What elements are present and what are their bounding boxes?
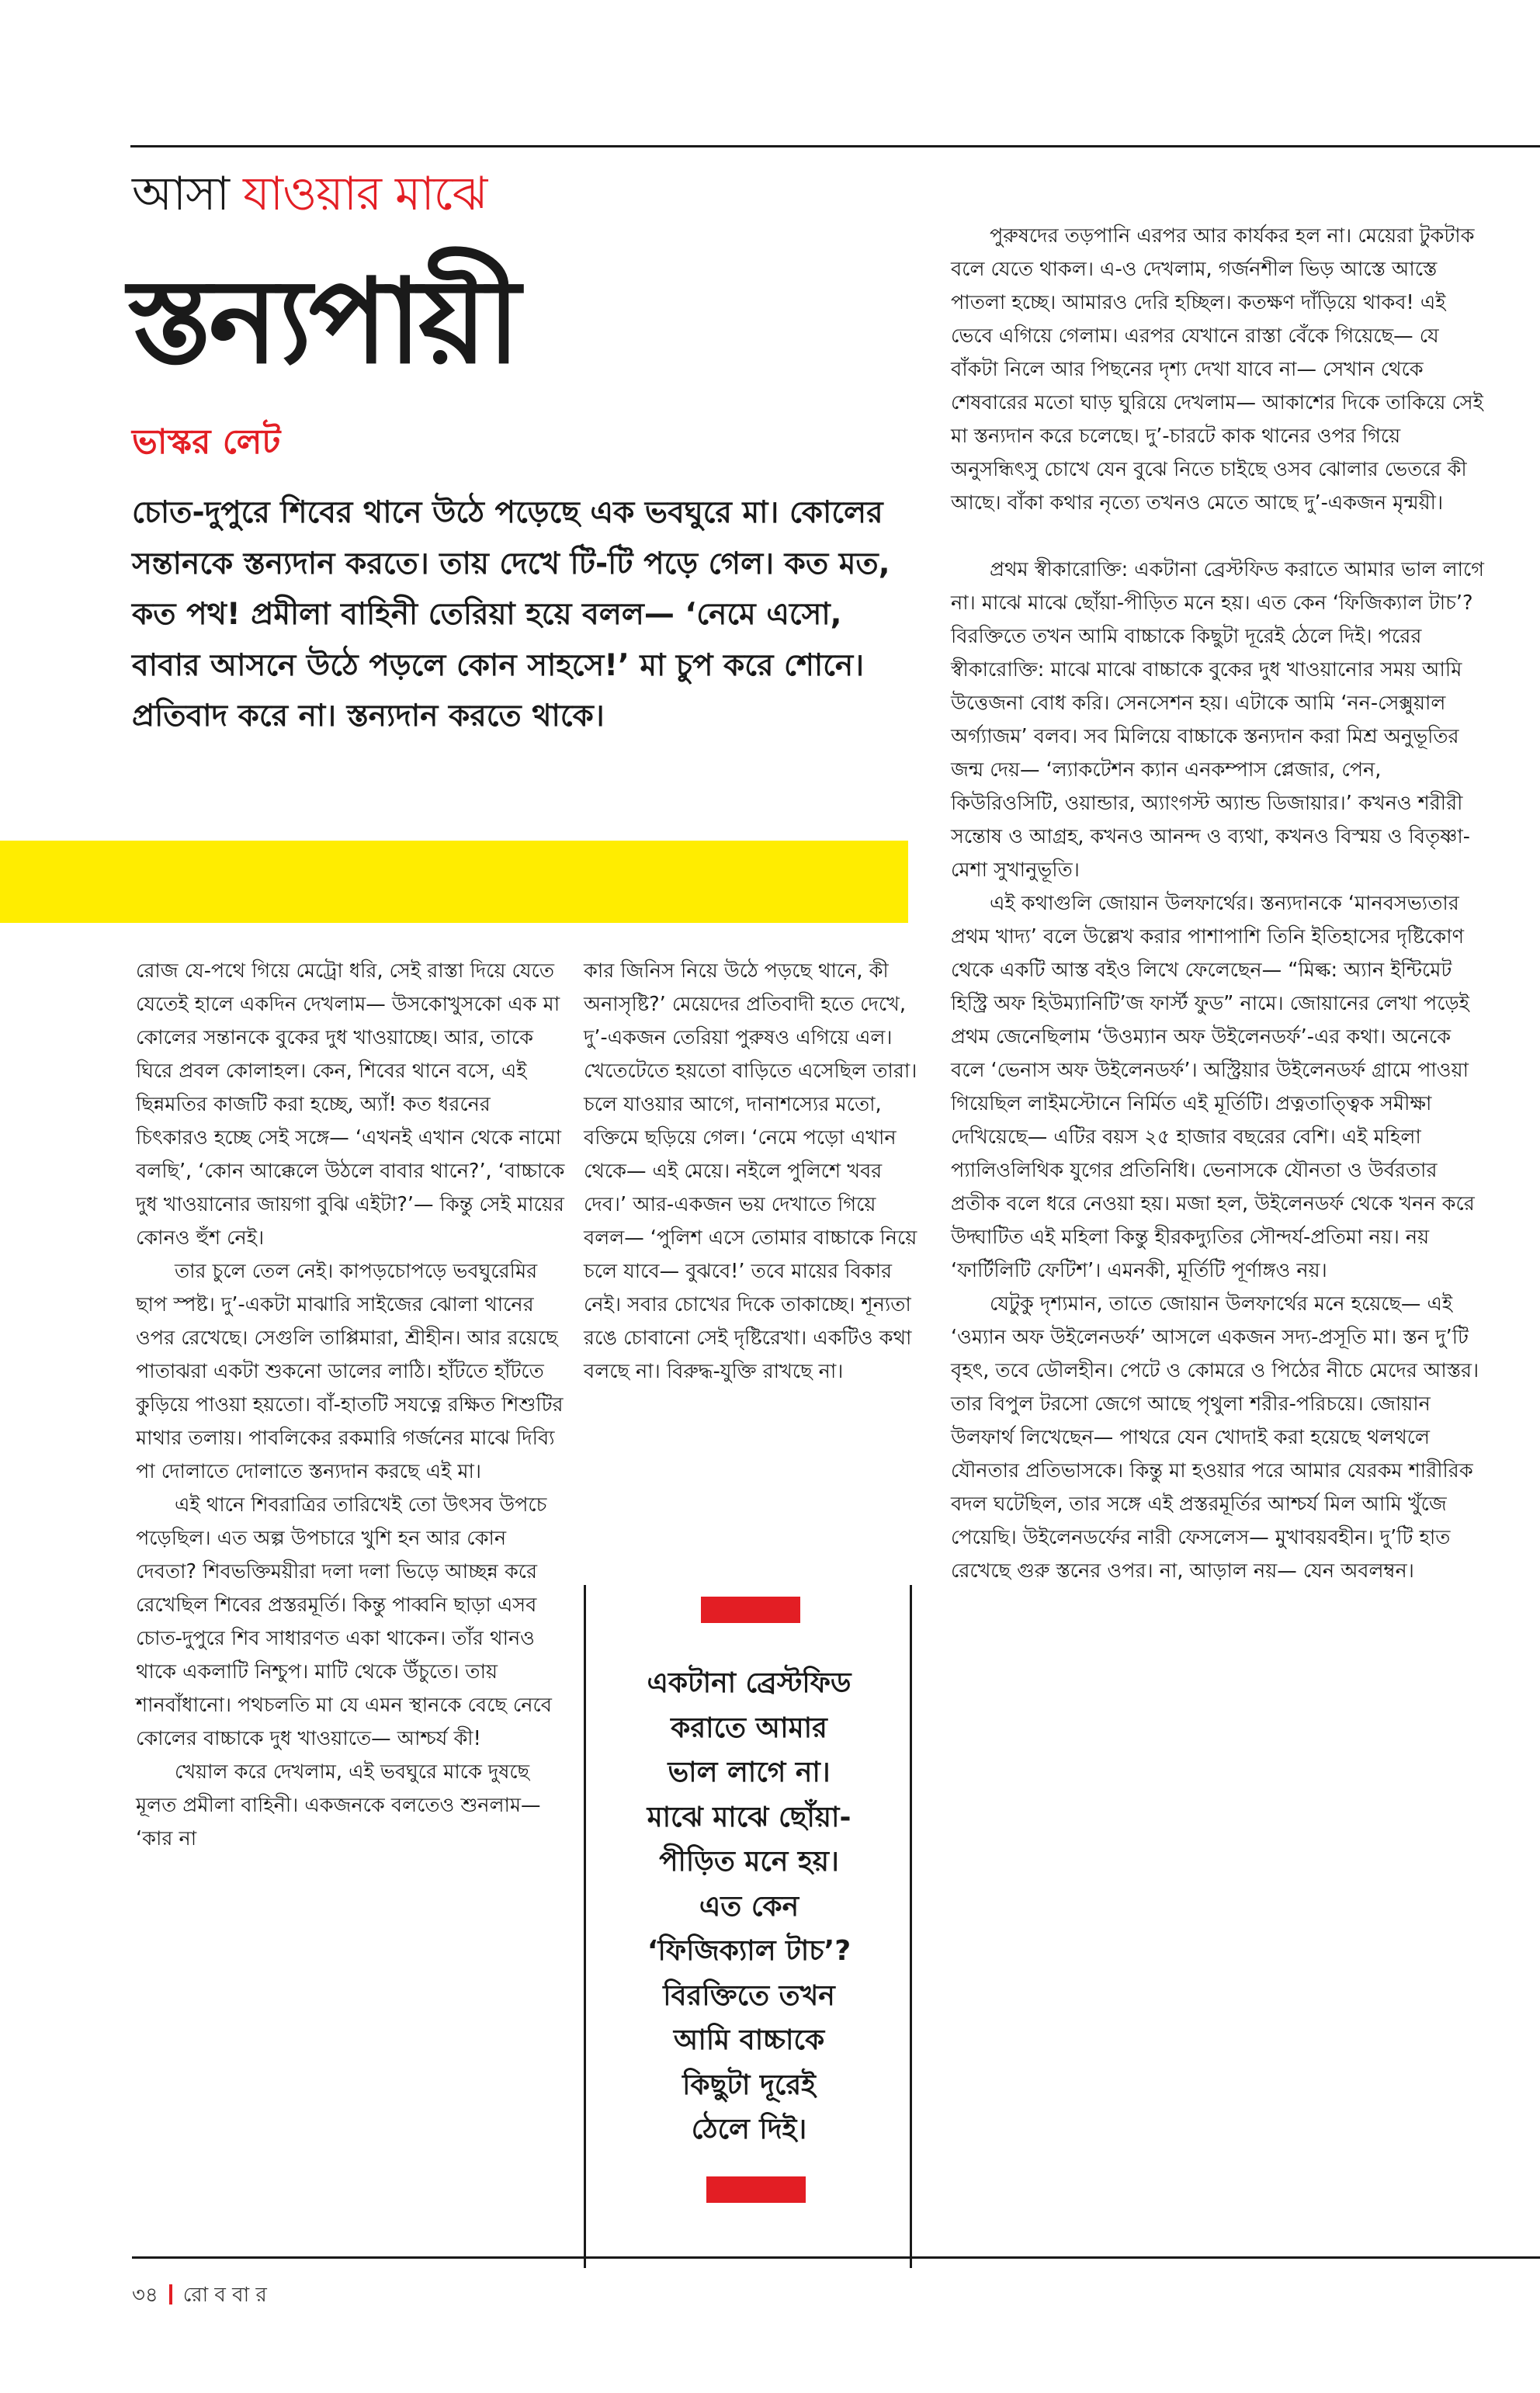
yellow-band (0, 841, 908, 923)
paragraph: খেয়াল করে দেখলাম, এই ভবঘুরে মাকে দুষছে মূলত প্রমীলা বাহিনী। একজনকে বলতেও শুনলাম— ‘কার না (136, 1760, 541, 1850)
pull-quote-line: পীড়িত মনে হয়। (659, 1846, 839, 1878)
paragraph: যেটুকু দৃশ্যমান, তাতে জোয়ান উলফার্থের মনে হয়েছে— এই ‘ওম্যান অফ উইলেনডর্ফ’ আসলে একজন সদ্য-প্রসূতি মা। স্তন দু’টি বৃহৎ, তবে ডৌলহীন। পেটে ও কোমরে ও পিঠের নীচে মেদের আস্তর। তার বিপুল টরসো জেগে আছে পৃথুলা শরীর-পরিচয়ে। জোয়ান উলফার্থ লিখেছেন— পাথরে যেন খোদাই করা হয়েছে থলথলে যৌনতার প্রতিভাসকে। কিন্তু মা হওয়ার পরে আমার যেরকম শারীরিক বদল ঘটেছিল, তার সঙ্গে এই প্রস্তরমূর্তির আশ্চর্য মিল আমি খুঁজে পেয়েছি। উইলেনডর্ফের নারী ফেসলেস— মুখাবয়বহীন। দু’টি হাত রেখেছে গুরু স্তনের ওপর। না, আড়াল নয়— যেন অবলম্বন। (951, 1292, 1479, 1583)
body-column-left (136, 955, 567, 1856)
pull-quote (598, 1661, 900, 2152)
pull-quote-red-bar-top (701, 1597, 800, 1623)
paragraph: রোজ যে-পথে গিয়ে মেট্রো ধরি, সেই রাস্তা দিয়ে যেতে যেতেই হালে একদিন দেখলাম— উসকোখুসকো এক মা কোলের সন্তানকে বুকের দুধ খাওয়াচ্ছে। আর, তাকে ঘিরে প্রবল কোলাহল। কেন, শিবের থানে বসে, এই ছিন্নমতির কাজটি করা হচ্ছে, অ্যাঁ! কত ধরনের চিৎকারও হচ্ছে সেই সঙ্গে— ‘এখনই এখান থেকে নামো বলছি’, ‘কোন আক্কেলে উঠলে বাবার থানে?’, ‘বাচ্চাকে দুধ খাওয়ানোর জায়গা বুঝি এইটা?’— কিন্তু সেই মায়ের কোনও হুঁশ নেই। (136, 959, 565, 1250)
section-kicker (132, 159, 487, 229)
paragraph: প্রথম স্বীকারোক্তি: একটানা ব্রেস্টফিড করাতে আমার ভাল লাগে না। মাঝে মাঝে ছোঁয়া-পীড়িত মনে হয়। এত কেন ‘ফিজিক্যাল টাচ’? বিরক্তিতে তখন আমি বাচ্চাকে কিছুটা দূরেই ঠেলে দিই। পরের স্বীকারোক্তি: মাঝে মাঝে বাচ্চাকে বুকের দুধ খাওয়ানোর সময় আমি উত্তেজনা বোধ করি। সেনসেশন হয়। এটাকে আমি ‘নন-সেক্সুয়াল অর্গ্যাজম’ বলব। সব মিলিয়ে বাচ্চাকে স্তন্যদান করা মিশ্র অনুভূতির জন্ম দেয়— ‘ল্যাকটেশন ক্যান এনকম্পাস প্লেজার, পেন, কিউরিওসিটি, ওয়ান্ডার, অ্যাংগস্ট অ্যান্ড ডিজায়ার।’ কখনও শরীরী সন্তোষ ও আগ্রহ, কখনও আনন্দ ও ব্যথা, কখনও বিস্ময় ও বিতৃষ্ণা-মেশা সুখানুভূতি। (951, 558, 1485, 882)
pull-quote-line: এত কেন (699, 1890, 799, 1923)
pull-quote-line: আমি বাচ্চাকে (673, 2024, 825, 2056)
pull-quote-line: কিছুটা দূরেই (682, 2069, 816, 2101)
paragraph: তার চুলে তেল নেই। কাপড়চোপড়ে ভবঘুরেমির ছাপ স্পষ্ট। দু’-একটা মাঝারি সাইজের ঝোলা থানের ওপর রেখেছে। সেগুলি তাপ্পিমারা, শ্রীহীন। আর রয়েছে পাতাঝরা একটা শুকনো ডালের লাঠি। হাঁটতে হাঁটতে কুড়িয়ে পাওয়া হয়তো। বাঁ-হাতটি সযত্নে রক্ষিত শিশুটির মাথার তলায়। পাবলিকের রকমারি গর্জনের মাঝে দিব্যি পা দোলাতে দোলাতে স্তন্যদান করছে এই মা। (136, 1260, 564, 1483)
body-column-middle (584, 955, 917, 1389)
pull-quote-right-rule (910, 1585, 912, 2268)
paragraph: এই কথাগুলি জোয়ান উলফার্থের। স্তন্যদানকে ‘মানবসভ্যতার প্রথম খাদ্য’ বলে উল্লেখ করার পাশাপাশি তিনি ইতিহাসের দৃষ্টিকোণ থেকে একটি আস্ত বইও লিখে ফেলেছেন— “মিল্ক: অ্যান ইন্টিমেট হিস্ট্রি অফ হিউম্যানিটি’জ ফার্স্ট ফুড” নামে। জোয়ানের লেখা পড়েই প্রথম জেনেছিলাম ‘উওম্যান অফ উইলেনডর্ফ’-এর কথা। অনেকে বলে ‘ভেনাস অফ উইলেনডর্ফ’। অস্ট্রিয়ার উইলেনডর্ফ গ্রামে পাওয়া গিয়েছিল লাইমস্টোনে নির্মিত এই মূর্তিটি। প্রত্নতাত্ত্বিক সমীক্ষা দেখিয়েছে— এটির বয়স ২৫ হাজার বছরের বেশি। এই মহিলা প্যালিওলিথিক যুগের প্রতিনিধি। ভেনাসকে যৌনতা ও উর্বরতার প্রতীক বলে ধরে নেওয়া হয়। মজা হল, উইলেনডর্ফ থেকে খনন করে উদ্ঘাটিত এই মহিলা কিন্তু হীরকদ্যুতির সৌন্দর্য-প্রতিমা নয়। নয় ‘ফার্টিলিটি ফেটিশ’। এমনকী, মূর্তিটি পূর্ণাঙ্গও নয়। (951, 892, 1475, 1282)
pull-quote-line: বিরক্তিতে তখন (663, 1979, 835, 2012)
page-footer (132, 2282, 267, 2308)
pull-quote-line: করাতে আমার (671, 1712, 827, 1744)
pull-quote-line: একটানা ব্রেস্টফিড (647, 1667, 852, 1699)
page-title: স্তন্যপায়ী (128, 255, 518, 390)
pull-quote-left-rule (584, 1585, 586, 2268)
page-number: ৩৪ (132, 2284, 158, 2307)
body-column-right (951, 220, 1486, 1588)
pull-quote-red-bar-bottom (706, 2176, 806, 2203)
paragraph: এই থানে শিবরাত্রির তারিখেই তো উৎসব উপচে পড়েছিল। এত অল্প উপচারে খুশি হন আর কোন দেবতা? শিবভক্তিময়ীরা দলা দলা ভিড়ে আচ্ছন্ন করে রেখেছিল শিবের প্রস্তরমূর্তি। কিন্তু পাব্বনি ছাড়া এসব চোত-দুপুরে শিব সাধারণত একা থাকেন। তাঁর থানও থাকে একলাটি নিশ্চুপ। মাটি থেকে উঁচুতে। তায় শানবাঁধানো। পথচলতি মা যে এমন স্থানকে বেছে নেবে কোলের বাচ্চাকে দুধ খাওয়াতে— আশ্চর্য কী! (136, 1493, 552, 1750)
bottom-rule (132, 2256, 1540, 2259)
pull-quote-line: ভাল লাগে না। (668, 1757, 831, 1788)
pull-quote-line: ঠেলে দিই। (691, 2114, 807, 2145)
intro-standfirst: চোত-দুপুরে শিবের থানে উঠে পড়েছে এক ভবঘুরে মা। কোলের সন্তানকে স্তন্যদান করতে। তায় দেখে টি-টি পড়ে গেল। কত মত, কত পথ! প্রমীলা বাহিনী তেরিয়া হয়ে বলল— ‘নেমে এসো, বাবার আসনে উঠে পড়লে কোন সাহসে!’ মা চুপ করে শোনে। প্রতিবাদ করে না। স্তন্যদান করতে থাকে। (132, 495, 890, 734)
top-rule (130, 145, 1540, 147)
kicker-black: আসা (132, 167, 230, 221)
kicker-red: যাওয়ার মাঝে (243, 167, 487, 221)
pull-quote-line: ‘ফিজিক্যাল টাচ’? (647, 1935, 852, 1967)
author-byline: ভাস্কর লেট (132, 422, 281, 462)
footer-separator (169, 2284, 172, 2305)
paragraph: কার জিনিস নিয়ে উঠে পড়ছে থানে, কী অনাসৃষ্টি?’ মেয়েদের প্রতিবাদী হতে দেখে, দু’-একজন তেরিয়া পুরুষও এগিয়ে এল। খেতেটেতে হয়তো বাড়িতে এসেছিল তারা। চলে যাওয়ার আগে, দানাশস্যের মতো, বক্তিমে ছড়িয়ে গেল। ‘নেমে পড়ো এখান থেকে— এই মেয়ে। নইলে পুলিশে খবর দেব।’ আর-একজন ভয় দেখাতে গিয়ে বলল— ‘পুলিশ এসে তোমার বাচ্চাকে নিয়ে চলে যাবে— বুঝবে!’ তবে মায়ের বিকার নেই। সবার চোখের দিকে তাকাচ্ছে। শূন্যতা রঙে চোবানো সেই দৃষ্টিরেখা। একটিও কথা বলছে না। বিরুদ্ধ-যুক্তি রাখছে না। (584, 959, 917, 1383)
pull-quote-line: মাঝে মাঝে ছোঁয়া- (647, 1801, 852, 1833)
paragraph: পুরুষদের তড়পানি এরপর আর কার্যকর হল না। মেয়েরা টুকটাক বলে যেতে থাকল। এ-ও দেখলাম, গর্জনশীল ভিড় আস্তে আস্তে পাতলা হচ্ছে। আমারও দেরি হচ্ছিল। কতক্ষণ দাঁড়িয়ে থাকব! এই ভেবে এগিয়ে গেলাম। এরপর যেখানে রাস্তা বেঁকে গিয়েছে— যে বাঁকটা নিলে আর পিছনের দৃশ্য দেখা যাবে না— সেখান থেকে শেষবারের মতো ঘাড় ঘুরিয়ে দেখলাম— আকাশের দিকে তাকিয়ে সেই মা স্তন্যদান করে চলেছে। দু’-চারটে কাক থানের ওপর গিয়ে অনুসন্ধিৎসু চোখে যেন বুঝে নিতে চাইছে ওসব ঝোলার ভেতরে কী আছে। বাঁকা কথার নৃত্যে তখনও মেতে আছে দু’-একজন মৃন্ময়ী। (951, 224, 1483, 515)
publication-name: রো ব বা র (182, 2284, 267, 2307)
